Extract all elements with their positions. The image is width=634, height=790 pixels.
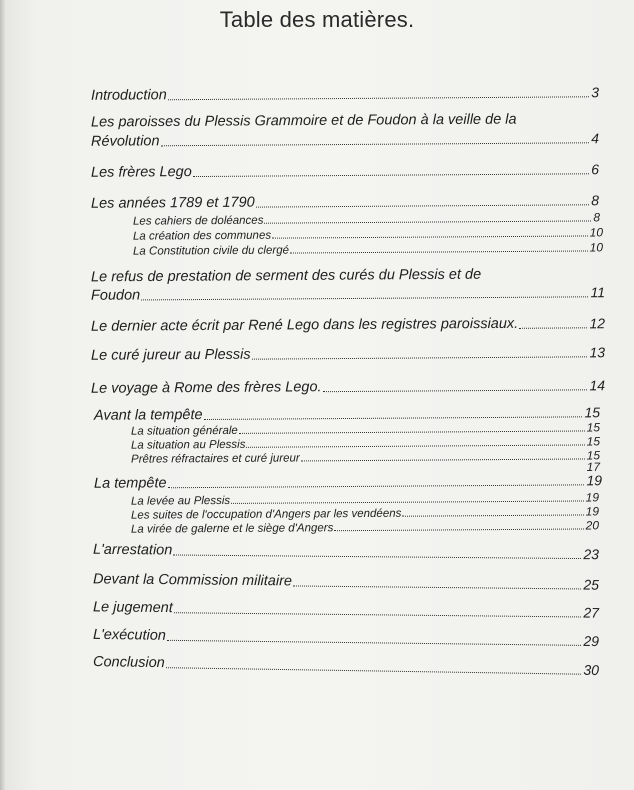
toc-entry-page: 15 — [586, 448, 601, 463]
toc-entry-label: Introduction — [90, 87, 167, 104]
toc-entry-label: La Constitution civile du clergé — [132, 244, 290, 258]
dot-leader — [519, 326, 587, 328]
toc-entry-page: 10 — [589, 225, 604, 240]
toc-entry-page: 10 — [589, 240, 604, 255]
toc-entry-label: L'exécution — [92, 626, 167, 644]
toc-entry-page: 4 — [591, 130, 600, 147]
toc-entry-page: 15 — [586, 420, 601, 435]
dot-leader — [561, 470, 585, 471]
toc-entry-page: 15 — [586, 434, 601, 449]
dot-leader — [301, 457, 585, 461]
dot-leader — [174, 611, 582, 617]
toc-entry-paroisses — [91, 130, 599, 150]
toc-entry-page: 12 — [589, 315, 606, 332]
toc-entry-page: 11 — [590, 284, 606, 301]
toc-entry-page: 30 — [583, 661, 600, 678]
toc-entry-tempete — [94, 472, 602, 492]
toc-entry-label: Prêtres réfractaires et curé jureur — [130, 452, 300, 466]
toc-entry-label: Les années 1789 et 1790 — [90, 194, 255, 212]
toc-entry-arrestation — [93, 542, 599, 562]
toc-entry-annees — [91, 192, 599, 212]
toc-entry-page: 6 — [591, 161, 600, 178]
dot-leader — [264, 219, 591, 223]
toc-entry-page: 14 — [589, 377, 606, 394]
toc-entry-label: L'arrestation — [92, 541, 173, 559]
toc-entry-label: Les frères Lego — [90, 164, 192, 181]
toc-entry-label: La création des communes — [132, 229, 272, 243]
toc-entry-voyage-rome — [91, 377, 605, 397]
toc-entry-label-line1: Le refus de prestation de serment des curés du Plessis et de — [90, 266, 482, 286]
toc-entry-refus — [91, 284, 605, 304]
toc-entry-page: 20 — [585, 518, 600, 533]
toc-entry-label: Le dernier acte écrit par René Lego dans les registres paroissiaux. — [90, 315, 519, 335]
dot-leader — [161, 141, 590, 146]
dot-leader — [402, 513, 583, 516]
toc-entry-freres-lego — [91, 161, 599, 181]
toc-entry-label: Foudon — [90, 287, 141, 304]
toc-entry-label: Le curé jureur au Plessis — [90, 346, 251, 364]
toc-subentry-viree — [131, 518, 599, 535]
toc-entry-label: Conclusion — [92, 654, 165, 672]
toc-entry-page: 19 — [586, 472, 603, 489]
toc-subentry-pretres — [131, 448, 600, 465]
toc-entry-conclusion — [93, 654, 599, 678]
toc-entry-page: 29 — [583, 632, 600, 650]
toc-entry-page: 8 — [593, 210, 601, 225]
toc-entry-label: Devant la Commission militaire — [92, 571, 293, 590]
toc-entry-label: Les cahiers de doléances — [132, 214, 264, 228]
toc-entry-label: La tempête — [93, 475, 167, 492]
dot-leader — [272, 234, 588, 238]
toc-entry-commission — [93, 571, 599, 592]
toc-entry-page: 15 — [584, 404, 601, 421]
dot-leader — [167, 639, 582, 646]
dot-leader — [252, 355, 588, 359]
toc-entry-page: 19 — [585, 504, 600, 519]
dot-leader — [231, 499, 584, 503]
toc-entry-page: 3 — [591, 84, 600, 101]
dot-leader — [166, 666, 582, 675]
dot-leader — [334, 527, 583, 531]
dot-leader — [293, 584, 581, 589]
dot-leader — [168, 483, 585, 488]
toc-entry-label: Le voyage à Rome des frères Lego. — [90, 379, 322, 397]
toc-entry-execution — [93, 627, 599, 649]
toc-entry-introduction — [91, 84, 599, 104]
dot-leader — [168, 95, 589, 100]
toc-entry-label-line1: Les paroisses du Plessis Grammoire et de Foudon à la veille de la — [90, 111, 517, 131]
toc-entry-label: Le jugement — [92, 599, 173, 617]
dot-leader — [173, 553, 581, 559]
dot-leader — [290, 249, 588, 253]
toc-entry-page: 25 — [583, 576, 600, 593]
dot-leader — [239, 429, 585, 433]
toc-entry-label: La levée au Plessis — [130, 494, 231, 508]
toc-entry-label: La situation au Plessis — [130, 438, 246, 452]
dot-leader — [141, 295, 588, 300]
toc-entry-label: La situation générale — [130, 424, 238, 438]
dot-leader — [246, 443, 584, 447]
toc-entry-label: La virée de galerne et le siège d'Angers — [130, 522, 334, 536]
toc-entry-page: 17 — [586, 459, 601, 474]
dot-leader — [256, 203, 590, 207]
toc-entry-page: 13 — [589, 344, 606, 361]
toc-entry-page: 23 — [583, 546, 600, 563]
toc-entry-page: 8 — [591, 192, 600, 209]
toc-entry-dernier-acte — [91, 315, 605, 335]
dot-leader — [193, 172, 589, 177]
toc-entry-label: Révolution — [90, 133, 160, 150]
toc-entry-page: 27 — [583, 604, 600, 621]
dot-leader — [204, 415, 583, 420]
dot-leader — [323, 388, 588, 392]
page-title: Table des matières. — [219, 7, 415, 32]
toc-entry-label: Les suites de l'occupation d'Angers par les vendéens — [130, 507, 402, 522]
toc-entry-jugement — [93, 599, 599, 620]
toc-entry-cure-jureur — [91, 344, 605, 364]
toc-entry-page: 19 — [585, 490, 600, 505]
toc-subentry-constitution — [133, 240, 603, 257]
toc-entry-label: Avant la tempête — [93, 407, 203, 424]
